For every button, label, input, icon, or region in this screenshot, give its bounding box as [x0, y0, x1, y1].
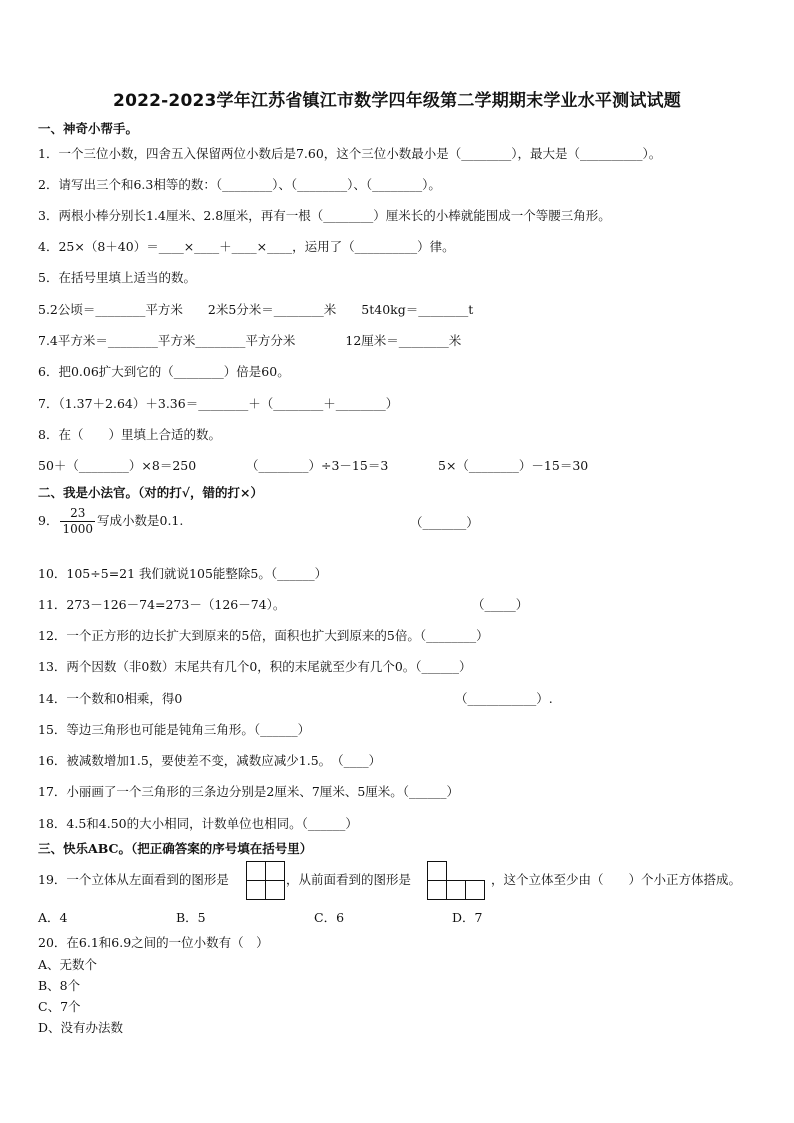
- question-9-number: 9．: [38, 513, 59, 528]
- grid-cell: [427, 861, 447, 881]
- grid-cell: [246, 861, 266, 881]
- question-20-option-b[interactable]: B、8个: [38, 978, 81, 993]
- question-19-option-a[interactable]: A．4: [38, 910, 68, 925]
- fraction: [60, 506, 95, 537]
- question-5-row-a: 5.2公顷＝________平方米 2米5分米＝________米 5t40kg＝________t: [38, 302, 474, 317]
- question-15: 15．等边三角形也可能是钝角三角形。（______）: [38, 722, 311, 737]
- grid-cell: [265, 880, 285, 900]
- section-2-heading: 二、我是小法官。（对的打√，错的打×）: [38, 485, 263, 500]
- grid-cell: [265, 861, 285, 881]
- section-3-heading: 三、快乐ABC。（把正确答案的序号填在括号里）: [38, 841, 313, 856]
- question-10: 10．105÷5=21 我们就说105能整除5。（______）: [38, 566, 328, 581]
- question-19-part-1: 19．一个立体从左面看到的图形是: [38, 872, 229, 887]
- question-5-row-b: 7.4平方米＝________平方米________平方分米 12厘米＝________米: [38, 333, 462, 348]
- question-19-option-d[interactable]: D．7: [452, 910, 483, 925]
- question-8-part-a: 50＋（________）×8＝250: [38, 458, 197, 473]
- question-2: 2．请写出三个和6.3相等的数：（________）、（________）、（________）。: [38, 177, 441, 192]
- question-20-option-a[interactable]: A、无数个: [38, 957, 98, 972]
- question-19-option-c[interactable]: C．6: [314, 910, 345, 925]
- question-9-answer: （_______）: [410, 515, 479, 530]
- grid-cell: [427, 880, 447, 900]
- question-9: [38, 503, 183, 539]
- fraction-denominator: 1000: [62, 522, 93, 536]
- question-14-answer: （___________）.: [455, 691, 553, 706]
- question-20-option-c[interactable]: C、7个: [38, 999, 81, 1014]
- left-view-figure: [246, 861, 286, 901]
- question-19-part-2: ，从前面看到的图形是: [286, 872, 412, 887]
- front-view-figure: [427, 861, 487, 901]
- fraction-numerator: 23: [60, 506, 95, 522]
- page-title: 2022-2023学年江苏省镇江市数学四年级第二学期期末学业水平测试试题: [113, 91, 681, 111]
- question-3: 3．两根小棒分别长1.4厘米、2.8厘米，再有一根（________）厘米长的小棒就能围成一个等腰三角形。: [38, 208, 611, 223]
- grid-cell: [465, 880, 485, 900]
- question-19-part-3: ，这个立体至少由（ ）个小正方体搭成。: [491, 872, 742, 887]
- question-14: 14．一个数和0相乘，得0: [38, 691, 183, 706]
- question-12: 12．一个正方形的边长扩大到原来的5倍，面积也扩大到原来的5倍。（________）: [38, 628, 489, 643]
- grid-cell: [446, 880, 466, 900]
- question-5: 5．在括号里填上适当的数。: [38, 270, 196, 285]
- question-11: 11．273－126－74=273－（126－74）。: [38, 597, 286, 612]
- question-9-text: 写成小数是0.1.: [97, 513, 184, 528]
- grid-cell: [246, 880, 266, 900]
- question-20: 20．在6.1和6.9之间的一位小数有（ ）: [38, 935, 269, 950]
- question-19-option-b[interactable]: B．5: [176, 910, 206, 925]
- question-13: 13．两个因数（非0数）末尾共有几个0，积的末尾就至少有几个0。（______）: [38, 659, 472, 674]
- question-17: 17．小丽画了一个三角形的三条边分别是2厘米、7厘米、5厘米。（______）: [38, 784, 460, 799]
- question-20-option-d[interactable]: D、没有办法数: [38, 1020, 124, 1035]
- question-7: 7．（1.37＋2.64）＋3.36＝________＋（________＋________）: [38, 396, 399, 411]
- section-1-heading: 一、神奇小帮手。: [38, 121, 139, 136]
- question-8: 8．在（ ）里填上合适的数。: [38, 427, 221, 442]
- question-4: 4．25×（8＋40）＝____×____＋____×____，运用了（__________）律。: [38, 239, 455, 254]
- question-18: 18．4.5和4.50的大小相同，计数单位也相同。（______）: [38, 816, 358, 831]
- question-1: 1．一个三位小数，四舍五入保留两位小数后是7.60，这个三位小数最小是（________），最大是（__________）。: [38, 146, 662, 161]
- question-8-part-c: 5×（________）－15＝30: [438, 458, 589, 473]
- question-11-answer: （_____）: [472, 597, 529, 612]
- question-8-part-b: （________）÷3－15＝3: [246, 458, 389, 473]
- question-16: 16．被减数增加1.5，要使差不变，减数应减少1.5。 （____）: [38, 753, 382, 768]
- question-6: 6．把0.06扩大到它的（________）倍是60。: [38, 364, 290, 379]
